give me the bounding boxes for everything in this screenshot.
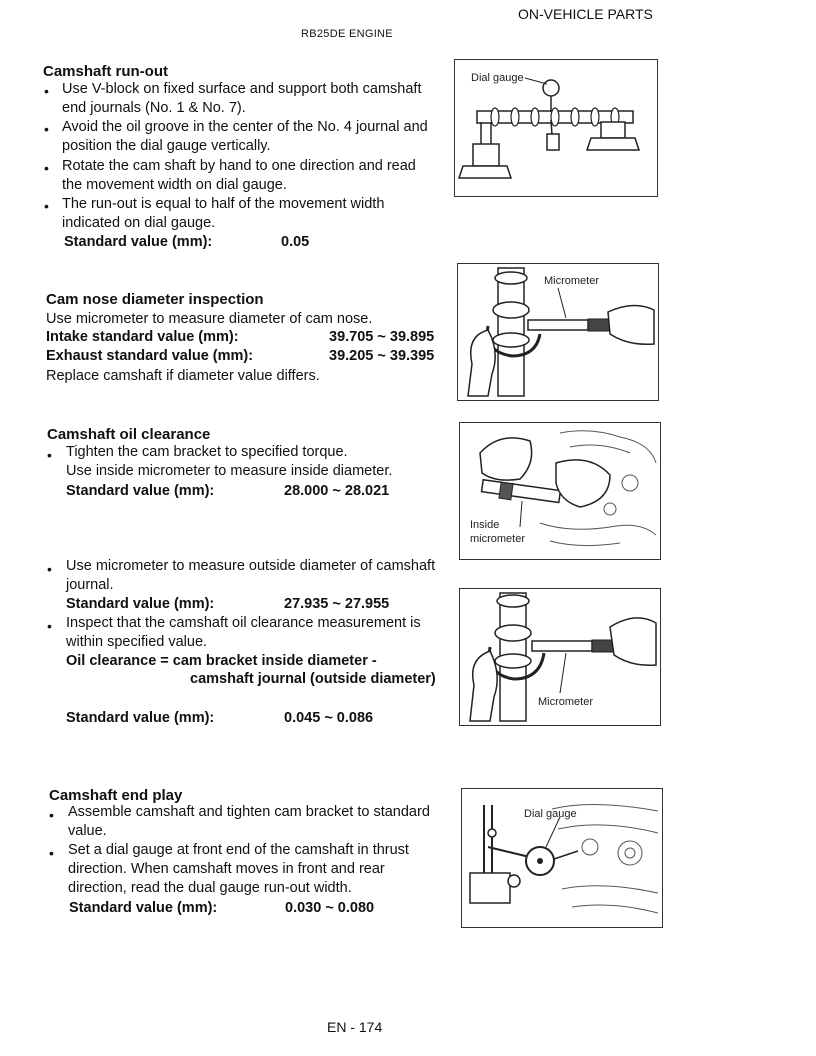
oilclear-bullet-1-line-2: Use inside micrometer to measure inside diameter. [66,463,393,479]
page-number: EN - 174 [327,1019,383,1035]
oilclear-bullet-2-line-1: Use micrometer to measure outside diameter of camshaft [66,558,436,574]
oilclear-bullet-3-line-1: Inspect that the camshaft oil clearance measurement is [66,615,421,631]
oilclear-standard-2-value: 27.935 ~ 27.955 [284,596,390,612]
oilclear-outside-label: Micrometer [538,696,594,708]
oilclear-standard-2-label: Standard value (mm): [66,596,215,612]
bullet-dot: • [44,121,49,137]
oilclear-title: Camshaft oil clearance [47,426,211,443]
oilclear-inside-label-2: micrometer [470,533,526,545]
camnose-figure-label: Micrometer [544,275,600,287]
section-header: ON-VEHICLE PARTS [518,6,653,22]
runout-bullet-1-line-1: Use V-block on fixed surface and support both camshaft [62,81,422,97]
runout-title: Camshaft run-out [43,63,168,80]
runout-bullet-4-line-1: The run-out is equal to half of the movement width [62,196,385,212]
endplay-figure [461,788,663,928]
runout-standard-label: Standard value (mm): [64,234,213,250]
bullet-dot: • [47,561,52,577]
oilclear-inside-figure [459,422,661,560]
endplay-standard-label: Standard value (mm): [69,900,218,916]
camnose-instruction: Use micrometer to measure diameter of cam nose. [46,311,373,327]
camnose-figure [457,263,659,401]
camnose-intake-label: Intake standard value (mm): [46,329,239,345]
endplay-figure-label: Dial gauge [524,808,577,820]
bullet-dot: • [47,447,52,463]
runout-bullet-4-line-2: indicated on dial gauge. [62,215,216,231]
endplay-bullet-2-line-1: Set a dial gauge at front end of the camshaft in thrust [68,842,409,858]
endplay-title: Camshaft end play [49,787,183,804]
runout-figure-label: Dial gauge [471,72,524,84]
camnose-exhaust-label: Exhaust standard value (mm): [46,348,254,364]
bullet-dot: • [44,83,49,99]
endplay-bullet-1-line-1: Assemble camshaft and tighten cam bracket to standard [68,804,430,820]
camnose-exhaust-value: 39.205 ~ 39.395 [329,348,435,364]
runout-bullet-3-line-1: Rotate the cam shaft by hand to one direction and read [62,158,416,174]
camnose-title: Cam nose diameter inspection [46,291,264,308]
runout-standard-value: 0.05 [281,234,310,250]
endplay-bullet-1-line-2: value. [68,823,107,839]
oilclear-bullet-3-line-2: within specified value. [66,634,208,650]
oilclear-standard-3-label: Standard value (mm): [66,710,215,726]
runout-bullet-1-line-2: end journals (No. 1 & No. 7). [62,100,246,116]
bullet-dot: • [49,845,54,861]
oilclear-standard-3-value: 0.045 ~ 0.086 [284,710,374,726]
endplay-standard-value: 0.030 ~ 0.080 [285,900,375,916]
bullet-dot: • [47,618,52,634]
engine-header: RB25DE ENGINE [301,28,393,40]
bullet-dot: • [44,160,49,176]
oilclear-inside-label-1: Inside [470,519,500,531]
camnose-replace-note: Replace camshaft if diameter value differs. [46,368,320,384]
runout-figure [454,59,658,197]
bullet-dot: • [44,198,49,214]
runout-bullet-2-line-1: Avoid the oil groove in the center of the No. 4 journal and [62,119,428,135]
oilclear-outside-figure [459,588,661,726]
runout-bullet-3-line-2: the movement width on dial gauge. [62,177,287,193]
bullet-dot: • [49,807,54,823]
oilclear-bullet-1-line-1: Tighten the cam bracket to specified torque. [66,444,348,460]
camnose-intake-value: 39.705 ~ 39.895 [329,329,435,345]
oilclear-standard-1-label: Standard value (mm): [66,483,215,499]
oilclear-bullet-2-line-2: journal. [66,577,114,593]
oilclear-formula-line-2: camshaft journal (outside diameter) [190,671,436,687]
oilclear-formula-line-1: Oil clearance = cam bracket inside diameter - [66,653,377,669]
endplay-bullet-2-line-2: direction. When camshaft moves in front and rear [68,861,385,877]
runout-bullet-2-line-2: position the dial gauge vertically. [62,138,271,154]
oilclear-standard-1-value: 28.000 ~ 28.021 [284,483,390,499]
endplay-bullet-2-line-3: direction, read the dual gauge run-out width. [68,880,352,896]
